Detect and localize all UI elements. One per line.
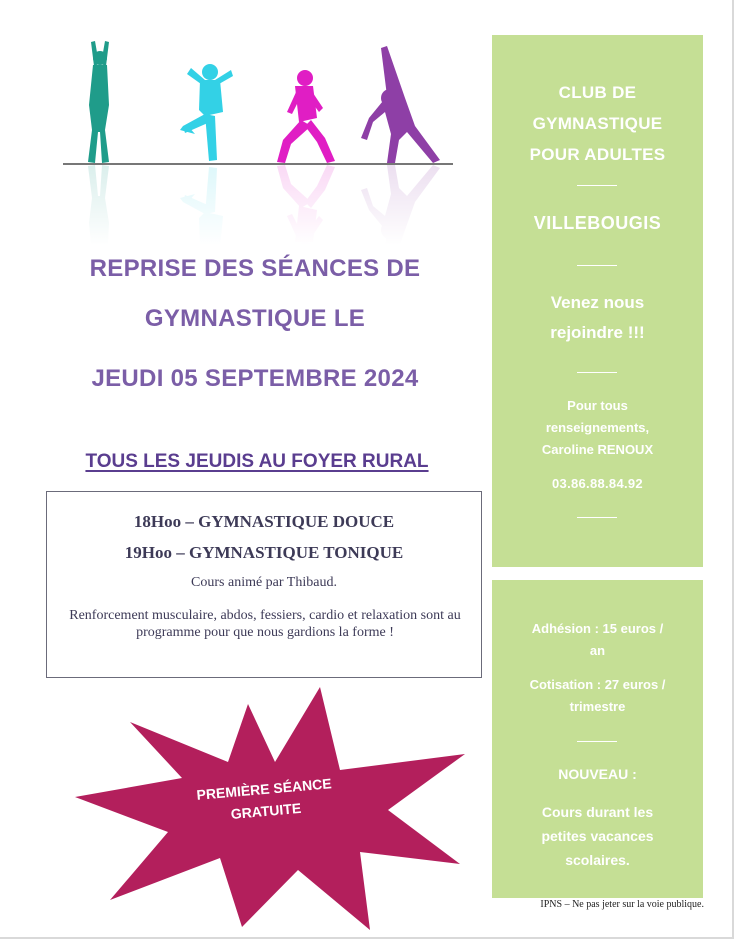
club-name-line-1: CLUB DE <box>558 83 637 102</box>
info-line-2: renseignements, <box>545 420 650 435</box>
session-tonic: 19Hoo – GYMNASTIQUE TONIQUE <box>124 543 404 562</box>
contact-phone: 03.86.88.84.92 <box>552 476 643 491</box>
ipns-footer-note: IPNS – Ne pas jeter sur la voie publique. <box>540 899 704 910</box>
gymnast-cyan-figure <box>180 64 233 161</box>
holiday-line-3: scolaires. <box>565 852 630 868</box>
join-line-2: rejoindre !!! <box>550 323 645 342</box>
separator <box>577 185 617 186</box>
gymnast-teal-figure <box>88 41 109 163</box>
schedule-box <box>46 491 482 678</box>
separator <box>577 741 617 742</box>
info-line-1: Pour tous <box>567 398 628 413</box>
quarterly-fee <box>492 674 703 718</box>
new-label: NOUVEAU : <box>558 766 637 782</box>
holiday-line-1: Cours durant les <box>541 804 654 820</box>
headline-date: JEUDI 05 SEPTEMBRE 2024 <box>91 365 419 392</box>
join-line-1: Venez nous <box>550 293 645 312</box>
separator <box>577 372 617 373</box>
gymnasts-illustration <box>55 30 465 245</box>
promo-line-2: GRATUITE <box>230 799 302 823</box>
holiday-line-2: petites vacances <box>541 828 654 844</box>
program-description: Renforcement musculaire, abdos, fessiers, cardio et relaxation sont au programme pour que nous gardions la forme ! <box>69 608 461 640</box>
membership-fee-line-2: an <box>589 643 606 658</box>
gymnast-magenta-figure <box>277 70 335 163</box>
club-info-panel <box>492 35 703 567</box>
weekly-location-heading: TOUS LES JEUDIS AU FOYER RURAL <box>85 451 429 472</box>
club-name-line-2: GYMNASTIQUE <box>532 114 663 133</box>
quarterly-fee-line-1: Cotisation : 27 euros / <box>529 677 666 692</box>
separator <box>577 517 617 518</box>
headline-line-2: GYMNASTIQUE LE <box>144 305 366 332</box>
club-name <box>492 77 703 170</box>
promo-line-1: PREMIÈRE SÉANCE <box>195 775 333 803</box>
contact-name: Caroline RENOUX <box>541 442 654 457</box>
headline-line-1: REPRISE DES SÉANCES DE <box>89 255 421 282</box>
pricing-panel <box>492 580 703 898</box>
coach-note: Cours animé par Thibaud. <box>191 575 337 590</box>
membership-fee <box>492 618 703 662</box>
club-name-line-3: POUR ADULTES <box>529 145 666 164</box>
membership-fee-line-1: Adhésion : 15 euros / <box>531 621 664 636</box>
holiday-classes-note <box>492 800 703 872</box>
contact-info <box>492 395 703 461</box>
quarterly-fee-line-2: trimestre <box>569 699 626 714</box>
join-invitation <box>492 288 703 348</box>
gymnast-purple-figure <box>361 46 440 163</box>
separator <box>577 265 617 266</box>
city-name: VILLEBOUGIS <box>533 213 662 233</box>
session-soft: 18Hoo – GYMNASTIQUE DOUCE <box>133 512 395 531</box>
